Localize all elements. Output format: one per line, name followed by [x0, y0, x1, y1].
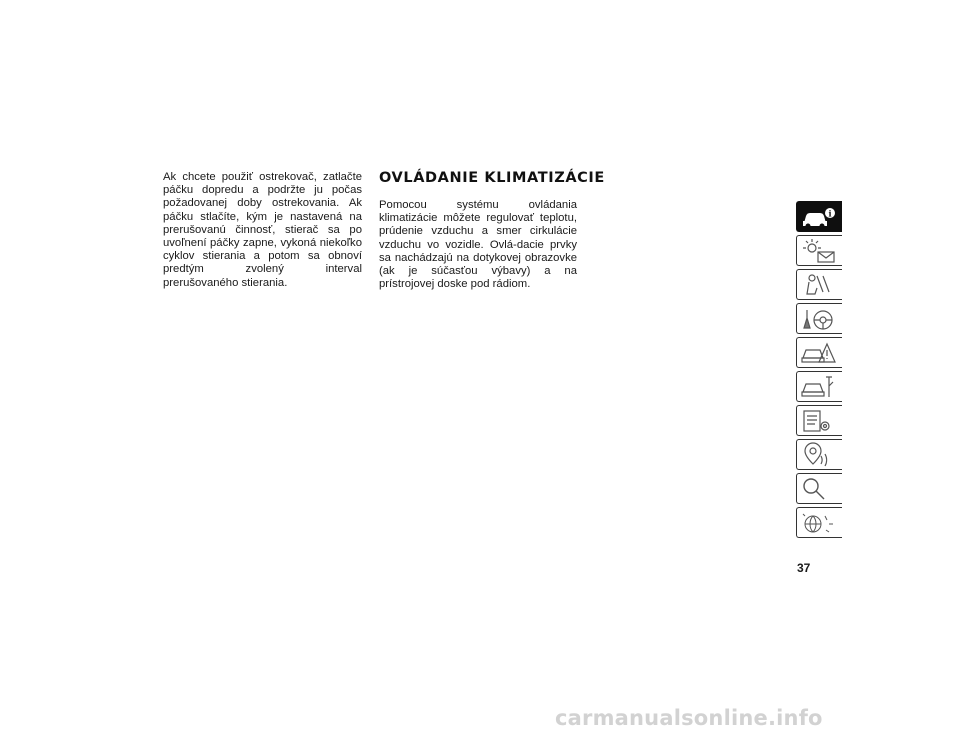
servicing-maintenance-icon: [799, 374, 839, 401]
dashboard-lights-messages-icon: [799, 238, 839, 265]
index-search-icon: [799, 476, 839, 503]
svg-text:i: i: [828, 208, 832, 219]
car-info-icon: [799, 204, 839, 231]
body-paragraph-washer: Ak chcete použiť ostrekovač, zatlačte páčku dopredu a podržte ju počas požadovanej doby ostrekovania. Ak páčku stlačíte, kým je nastavená na prerušovanú činnosť, stierač sa po uvoľnení páčky zapne, vykoná niekoľko cyklov stierania a potom sa obnoví predtým zvolený interval prerušovaného stierania.: [163, 171, 362, 289]
tab-languages[interactable]: [796, 507, 842, 538]
body-paragraph-climate: Pomocou systému ovládania klimatizácie môžete regulovať teplotu, prúdenie vzduchu a smer cirkulácie vzduchu vo vozidle. Ovlá-dacie prvky sa nachádzajú na dotykovej obrazovke (ak je súčasťou výbavy) a na prístrojovej doske pod rádiom.: [379, 199, 577, 291]
tab-index[interactable]: [796, 473, 842, 504]
languages-icon: [799, 510, 839, 537]
tab-technical-specs[interactable]: [796, 405, 842, 436]
tab-starting-driving[interactable]: [796, 303, 842, 334]
tab-emergency[interactable]: [796, 337, 842, 368]
safety-seat-icon: [799, 272, 839, 299]
starting-driving-icon: [799, 306, 839, 333]
tab-multimedia[interactable]: [796, 439, 842, 470]
watermark: carmanualsonline.info: [555, 706, 823, 730]
tab-safety[interactable]: [796, 269, 842, 300]
multimedia-icon: [799, 442, 839, 469]
chapter-tabs: [796, 201, 842, 541]
section-heading: OVLÁDANIE KLIMATIZÁCIE: [379, 170, 605, 186]
tab-car-info[interactable]: [796, 201, 842, 232]
technical-specifications-icon: [799, 408, 839, 435]
tab-servicing[interactable]: [796, 371, 842, 402]
tab-dashboard[interactable]: [796, 235, 842, 266]
emergency-warning-icon: [799, 340, 839, 367]
page-number: 37: [797, 561, 811, 575]
